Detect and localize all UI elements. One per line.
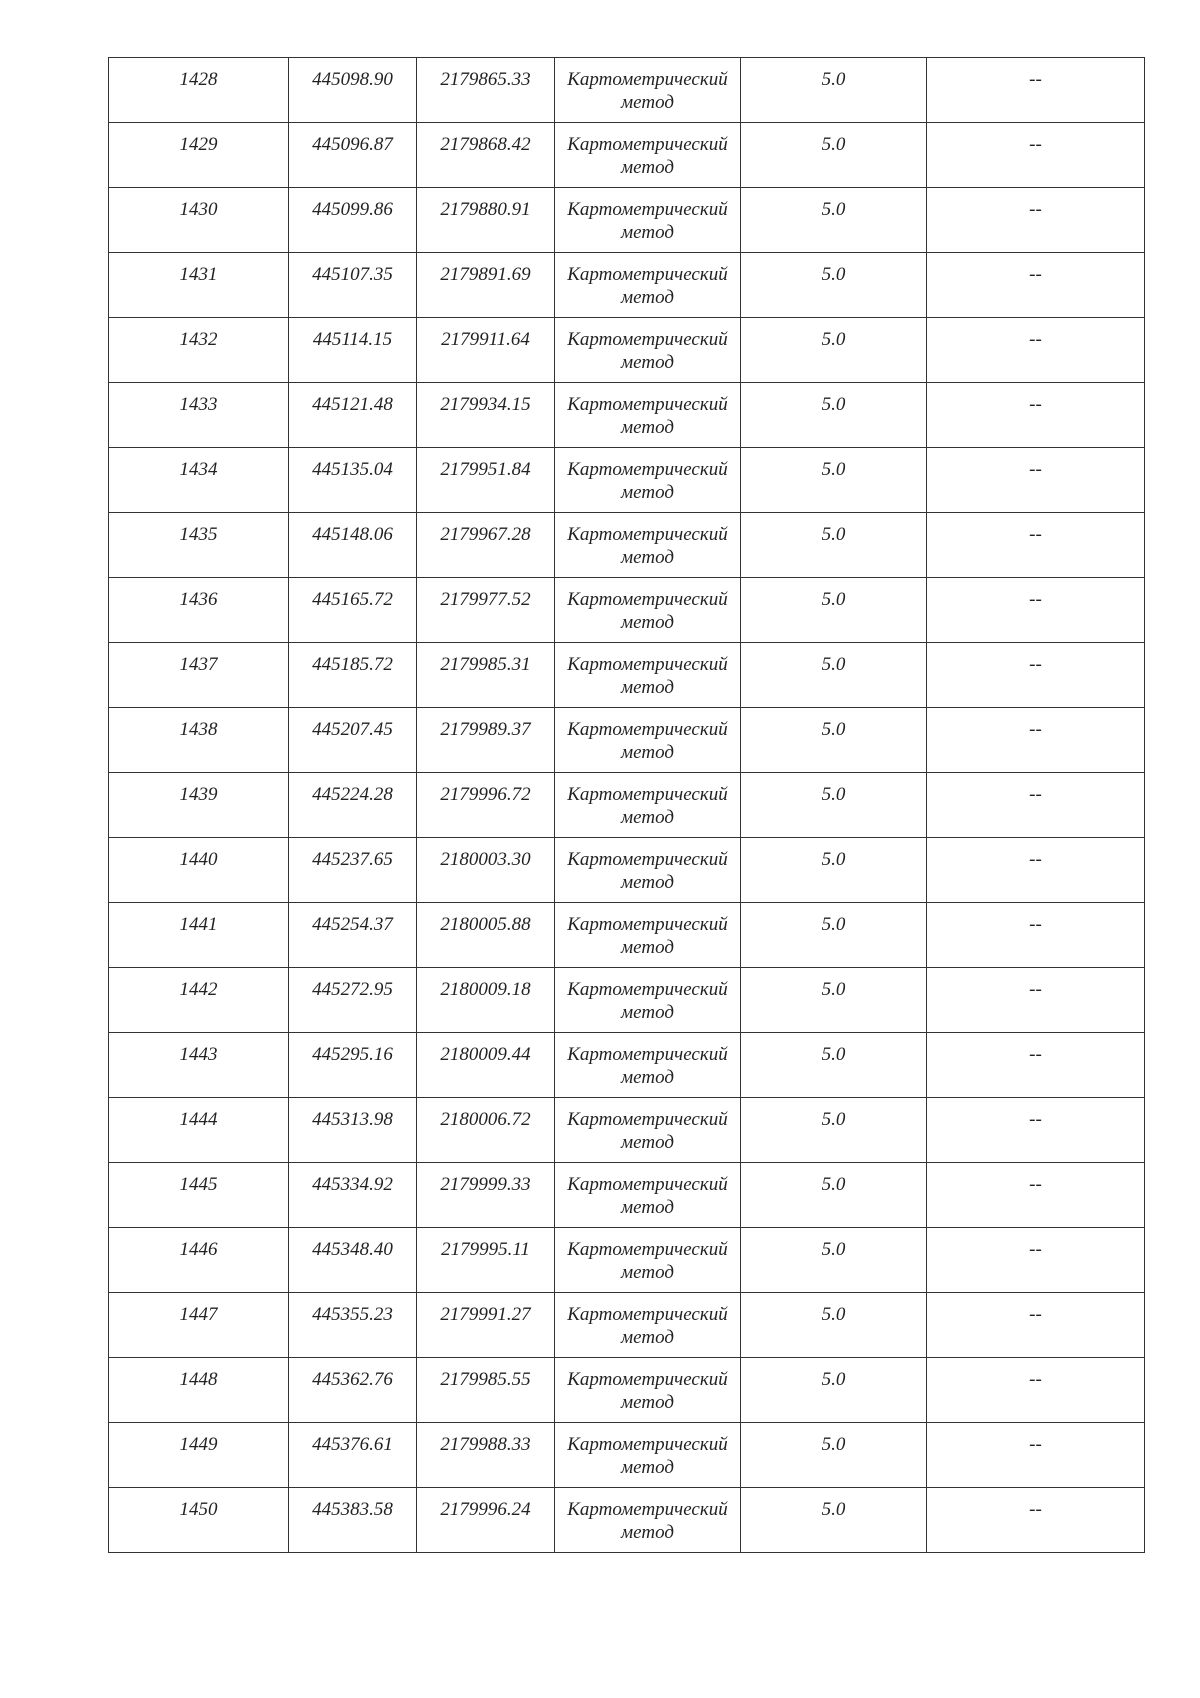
method-text: Картометрический <box>567 1174 728 1195</box>
note-cell: -- <box>927 1163 1145 1228</box>
method-text: Картометрический <box>567 1239 728 1260</box>
method-text: Картометрический <box>567 329 728 350</box>
note-cell: -- <box>927 838 1145 903</box>
coordinates-table <box>108 57 1145 1553</box>
method-text: Картометрический <box>567 719 728 740</box>
y-coordinate-cell: 2179865.33 <box>417 58 555 123</box>
method-text: метод <box>621 287 674 308</box>
y-coordinate-cell: 2179967.28 <box>417 513 555 578</box>
point-number-cell: 1428 <box>109 58 289 123</box>
table-row <box>109 1488 1145 1553</box>
accuracy-cell: 5.0 <box>741 1228 927 1293</box>
point-number-cell: 1447 <box>109 1293 289 1358</box>
point-number-cell: 1444 <box>109 1098 289 1163</box>
table-row <box>109 578 1145 643</box>
x-coordinate-cell: 445121.48 <box>289 383 417 448</box>
table-row <box>109 188 1145 253</box>
point-number-cell: 1430 <box>109 188 289 253</box>
y-coordinate-cell: 2180006.72 <box>417 1098 555 1163</box>
method-cell <box>555 1358 741 1423</box>
note-cell: -- <box>927 253 1145 318</box>
accuracy-cell: 5.0 <box>741 1358 927 1423</box>
method-cell <box>555 383 741 448</box>
accuracy-cell: 5.0 <box>741 1488 927 1553</box>
x-coordinate-cell: 445355.23 <box>289 1293 417 1358</box>
y-coordinate-cell: 2179985.31 <box>417 643 555 708</box>
table-row <box>109 1228 1145 1293</box>
method-text: метод <box>621 742 674 763</box>
point-number-cell: 1433 <box>109 383 289 448</box>
accuracy-cell: 5.0 <box>741 1293 927 1358</box>
x-coordinate-cell: 445096.87 <box>289 123 417 188</box>
method-cell <box>555 188 741 253</box>
x-coordinate-cell: 445165.72 <box>289 578 417 643</box>
accuracy-cell: 5.0 <box>741 58 927 123</box>
x-coordinate-cell: 445107.35 <box>289 253 417 318</box>
table-row <box>109 123 1145 188</box>
y-coordinate-cell: 2179999.33 <box>417 1163 555 1228</box>
x-coordinate-cell: 445148.06 <box>289 513 417 578</box>
note-cell: -- <box>927 448 1145 513</box>
note-cell: -- <box>927 318 1145 383</box>
accuracy-cell: 5.0 <box>741 773 927 838</box>
method-text: Картометрический <box>567 849 728 870</box>
method-text: Картометрический <box>567 784 728 805</box>
method-text: Картометрический <box>567 199 728 220</box>
table-row <box>109 58 1145 123</box>
table-row <box>109 448 1145 513</box>
y-coordinate-cell: 2179989.37 <box>417 708 555 773</box>
note-cell: -- <box>927 773 1145 838</box>
y-coordinate-cell: 2179868.42 <box>417 123 555 188</box>
x-coordinate-cell: 445099.86 <box>289 188 417 253</box>
method-text: метод <box>621 1002 674 1023</box>
method-text: Картометрический <box>567 459 728 480</box>
method-text: метод <box>621 157 674 178</box>
y-coordinate-cell: 2180009.18 <box>417 968 555 1033</box>
table-row <box>109 1423 1145 1488</box>
method-text: Картометрический <box>567 1304 728 1325</box>
table-row <box>109 773 1145 838</box>
method-text: Картометрический <box>567 1109 728 1130</box>
accuracy-cell: 5.0 <box>741 123 927 188</box>
table-row <box>109 1098 1145 1163</box>
method-text: Картометрический <box>567 1369 728 1390</box>
x-coordinate-cell: 445295.16 <box>289 1033 417 1098</box>
note-cell: -- <box>927 1423 1145 1488</box>
table-row <box>109 513 1145 578</box>
note-cell: -- <box>927 1228 1145 1293</box>
x-coordinate-cell: 445334.92 <box>289 1163 417 1228</box>
method-text: Картометрический <box>567 1434 728 1455</box>
method-text: Картометрический <box>567 264 728 285</box>
table-row <box>109 968 1145 1033</box>
method-text: метод <box>621 1132 674 1153</box>
x-coordinate-cell: 445114.15 <box>289 318 417 383</box>
accuracy-cell: 5.0 <box>741 1098 927 1163</box>
point-number-cell: 1450 <box>109 1488 289 1553</box>
method-cell <box>555 968 741 1033</box>
method-text: Картометрический <box>567 589 728 610</box>
accuracy-cell: 5.0 <box>741 513 927 578</box>
method-text: Картометрический <box>567 394 728 415</box>
table-row <box>109 383 1145 448</box>
y-coordinate-cell: 2179988.33 <box>417 1423 555 1488</box>
method-text: метод <box>621 352 674 373</box>
method-cell <box>555 773 741 838</box>
method-text: метод <box>621 1067 674 1088</box>
method-text: метод <box>621 1457 674 1478</box>
method-text: Картометрический <box>567 1499 728 1520</box>
y-coordinate-cell: 2180003.30 <box>417 838 555 903</box>
x-coordinate-cell: 445348.40 <box>289 1228 417 1293</box>
table-row <box>109 1163 1145 1228</box>
x-coordinate-cell: 445098.90 <box>289 58 417 123</box>
note-cell: -- <box>927 513 1145 578</box>
point-number-cell: 1438 <box>109 708 289 773</box>
method-text: метод <box>621 872 674 893</box>
note-cell: -- <box>927 643 1145 708</box>
method-text: Картометрический <box>567 979 728 1000</box>
point-number-cell: 1439 <box>109 773 289 838</box>
x-coordinate-cell: 445362.76 <box>289 1358 417 1423</box>
x-coordinate-cell: 445383.58 <box>289 1488 417 1553</box>
accuracy-cell: 5.0 <box>741 383 927 448</box>
point-number-cell: 1443 <box>109 1033 289 1098</box>
method-cell <box>555 1423 741 1488</box>
y-coordinate-cell: 2179891.69 <box>417 253 555 318</box>
method-text: метод <box>621 1392 674 1413</box>
point-number-cell: 1429 <box>109 123 289 188</box>
method-text: метод <box>621 547 674 568</box>
y-coordinate-cell: 2179985.55 <box>417 1358 555 1423</box>
table-row <box>109 253 1145 318</box>
coordinates-table-body <box>109 58 1145 1553</box>
y-coordinate-cell: 2179951.84 <box>417 448 555 513</box>
accuracy-cell: 5.0 <box>741 643 927 708</box>
note-cell: -- <box>927 1293 1145 1358</box>
method-cell <box>555 578 741 643</box>
note-cell: -- <box>927 58 1145 123</box>
x-coordinate-cell: 445185.72 <box>289 643 417 708</box>
note-cell: -- <box>927 123 1145 188</box>
x-coordinate-cell: 445313.98 <box>289 1098 417 1163</box>
accuracy-cell: 5.0 <box>741 968 927 1033</box>
note-cell: -- <box>927 1488 1145 1553</box>
method-text: метод <box>621 482 674 503</box>
method-text: Картометрический <box>567 69 728 90</box>
x-coordinate-cell: 445272.95 <box>289 968 417 1033</box>
x-coordinate-cell: 445254.37 <box>289 903 417 968</box>
method-text: Картометрический <box>567 134 728 155</box>
method-text: Картометрический <box>567 524 728 545</box>
table-row <box>109 1358 1145 1423</box>
point-number-cell: 1449 <box>109 1423 289 1488</box>
y-coordinate-cell: 2180005.88 <box>417 903 555 968</box>
method-cell <box>555 58 741 123</box>
accuracy-cell: 5.0 <box>741 253 927 318</box>
method-cell <box>555 708 741 773</box>
accuracy-cell: 5.0 <box>741 318 927 383</box>
method-cell <box>555 123 741 188</box>
method-cell <box>555 1098 741 1163</box>
method-text: Картометрический <box>567 654 728 675</box>
table-row <box>109 318 1145 383</box>
y-coordinate-cell: 2179996.24 <box>417 1488 555 1553</box>
method-cell <box>555 318 741 383</box>
point-number-cell: 1446 <box>109 1228 289 1293</box>
point-number-cell: 1442 <box>109 968 289 1033</box>
y-coordinate-cell: 2179995.11 <box>417 1228 555 1293</box>
method-text: метод <box>621 677 674 698</box>
accuracy-cell: 5.0 <box>741 188 927 253</box>
table-row <box>109 1293 1145 1358</box>
note-cell: -- <box>927 708 1145 773</box>
x-coordinate-cell: 445207.45 <box>289 708 417 773</box>
y-coordinate-cell: 2179934.15 <box>417 383 555 448</box>
table-row <box>109 1033 1145 1098</box>
point-number-cell: 1436 <box>109 578 289 643</box>
point-number-cell: 1434 <box>109 448 289 513</box>
point-number-cell: 1440 <box>109 838 289 903</box>
note-cell: -- <box>927 903 1145 968</box>
point-number-cell: 1431 <box>109 253 289 318</box>
table-row <box>109 838 1145 903</box>
y-coordinate-cell: 2180009.44 <box>417 1033 555 1098</box>
method-cell <box>555 643 741 708</box>
method-text: Картометрический <box>567 1044 728 1065</box>
note-cell: -- <box>927 188 1145 253</box>
method-text: метод <box>621 1197 674 1218</box>
y-coordinate-cell: 2179911.64 <box>417 318 555 383</box>
method-text: метод <box>621 1522 674 1543</box>
method-text: метод <box>621 612 674 633</box>
accuracy-cell: 5.0 <box>741 708 927 773</box>
method-cell <box>555 1293 741 1358</box>
method-text: метод <box>621 92 674 113</box>
method-cell <box>555 838 741 903</box>
method-text: метод <box>621 1262 674 1283</box>
accuracy-cell: 5.0 <box>741 1163 927 1228</box>
point-number-cell: 1432 <box>109 318 289 383</box>
note-cell: -- <box>927 578 1145 643</box>
point-number-cell: 1448 <box>109 1358 289 1423</box>
method-text: метод <box>621 937 674 958</box>
method-cell <box>555 513 741 578</box>
x-coordinate-cell: 445376.61 <box>289 1423 417 1488</box>
method-text: метод <box>621 807 674 828</box>
method-cell <box>555 1228 741 1293</box>
method-text: метод <box>621 222 674 243</box>
point-number-cell: 1435 <box>109 513 289 578</box>
y-coordinate-cell: 2179991.27 <box>417 1293 555 1358</box>
method-text: метод <box>621 1327 674 1348</box>
accuracy-cell: 5.0 <box>741 838 927 903</box>
point-number-cell: 1445 <box>109 1163 289 1228</box>
table-row <box>109 903 1145 968</box>
accuracy-cell: 5.0 <box>741 1423 927 1488</box>
accuracy-cell: 5.0 <box>741 578 927 643</box>
note-cell: -- <box>927 1098 1145 1163</box>
point-number-cell: 1437 <box>109 643 289 708</box>
method-cell <box>555 253 741 318</box>
method-cell <box>555 1033 741 1098</box>
accuracy-cell: 5.0 <box>741 1033 927 1098</box>
x-coordinate-cell: 445237.65 <box>289 838 417 903</box>
x-coordinate-cell: 445224.28 <box>289 773 417 838</box>
method-text: Картометрический <box>567 914 728 935</box>
method-cell <box>555 1488 741 1553</box>
method-cell <box>555 903 741 968</box>
accuracy-cell: 5.0 <box>741 448 927 513</box>
y-coordinate-cell: 2179977.52 <box>417 578 555 643</box>
method-cell <box>555 448 741 513</box>
table-row <box>109 708 1145 773</box>
accuracy-cell: 5.0 <box>741 903 927 968</box>
method-text: метод <box>621 417 674 438</box>
point-number-cell: 1441 <box>109 903 289 968</box>
y-coordinate-cell: 2179996.72 <box>417 773 555 838</box>
note-cell: -- <box>927 1358 1145 1423</box>
y-coordinate-cell: 2179880.91 <box>417 188 555 253</box>
table-row <box>109 643 1145 708</box>
note-cell: -- <box>927 968 1145 1033</box>
note-cell: -- <box>927 1033 1145 1098</box>
method-cell <box>555 1163 741 1228</box>
x-coordinate-cell: 445135.04 <box>289 448 417 513</box>
note-cell: -- <box>927 383 1145 448</box>
